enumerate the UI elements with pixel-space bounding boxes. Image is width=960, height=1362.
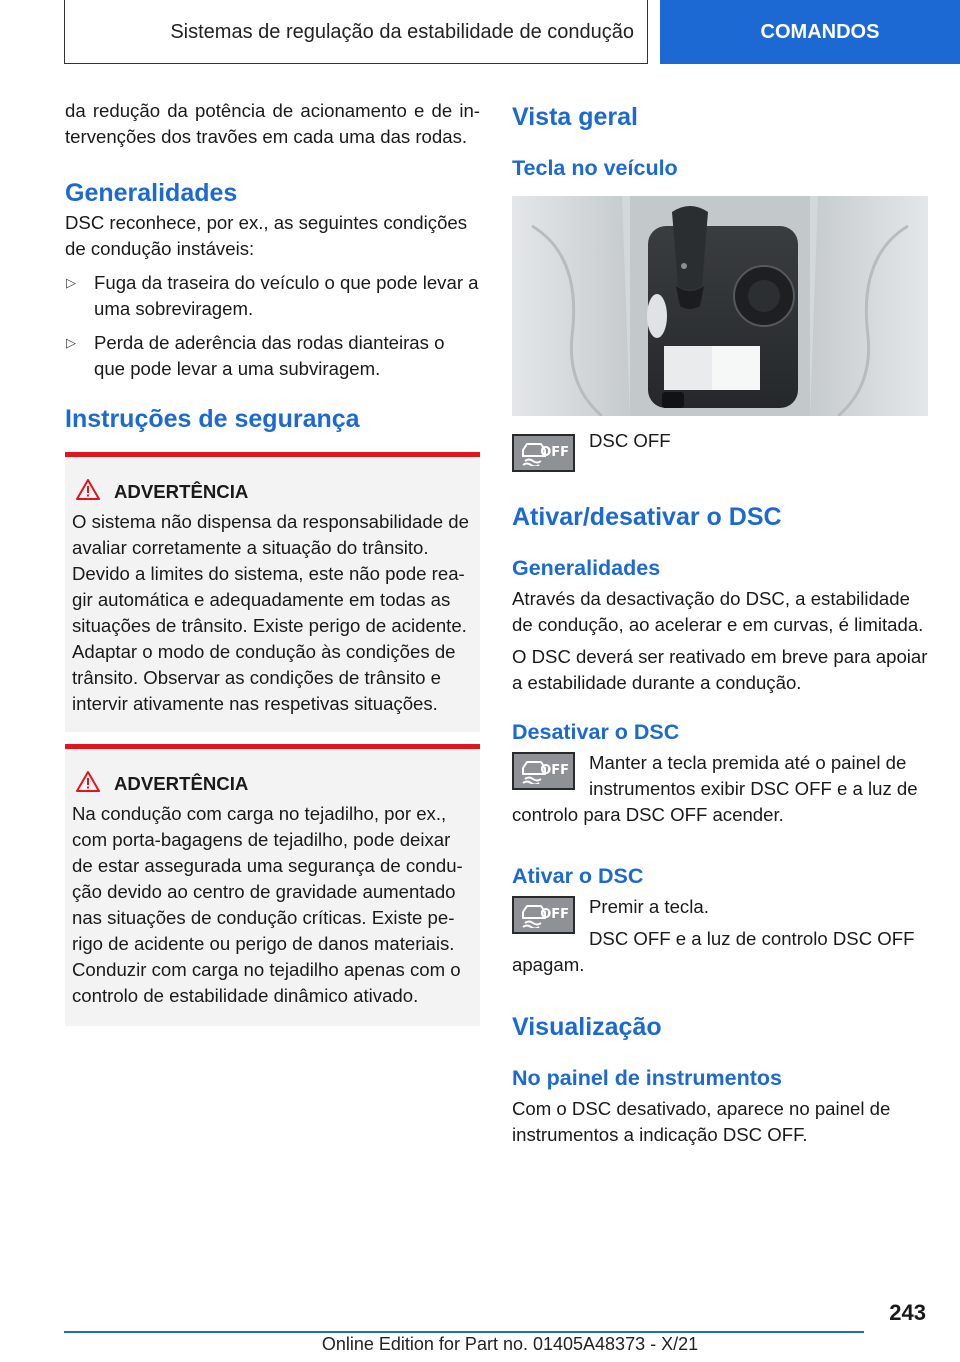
generalidades-subheading: Generalidades (512, 556, 661, 580)
ativar-row (512, 894, 928, 952)
center-console-photo (512, 196, 928, 416)
generalidades-text-2: O DSC deverá ser reativado em breve para apoiar a estabilidade durante a condução. (512, 646, 928, 693)
desativar-text: Manter a tecla premida até o painel de instrumentos exibir DSC OFF e a luz de (589, 752, 918, 799)
footer-rule (64, 1331, 864, 1333)
section-title: Sistemas de regulação da estabilidade de condução (170, 20, 634, 43)
ativar-text-c: apagam. (512, 954, 585, 975)
warning-title: ADVERTÊNCIA (114, 481, 249, 502)
warning-text: O sistema não dispensa da responsabilidade de avaliar corretamente a situação do trânsito. Devido a limites do sistema, este não pode rea-gir automática e adequadamente em todas as situações de trânsito. Existe perigo de acidente. Adaptar o modo de condução às condições de trânsito. Observar as condições de trânsito e intervir ativamente nas respetivas situações. (72, 511, 469, 714)
desativar-text-cont: controlo para DSC OFF acender. (512, 804, 784, 825)
painel-text: Com o DSC desativado, aparece no painel de instrumentos a indicação DSC OFF. (512, 1098, 891, 1145)
icon-off-label: OFF (540, 907, 569, 922)
button-label: DSC OFF (589, 430, 671, 451)
bullet-text: Fuga da traseira do veículo o que pode levar a uma sobreviragem. (94, 272, 479, 319)
icon-off-label: OFF (540, 763, 569, 778)
chapter-tab[interactable]: COMANDOS (660, 0, 960, 64)
center-console-illustration (512, 196, 928, 416)
warning-triangle-icon (76, 771, 100, 797)
triangle-bullet-icon: ▷ (66, 275, 76, 290)
generalidades-text: DSC reconhece, por ex., as seguintes condições de condução instáveis: (65, 212, 468, 259)
page-number: 243 (889, 1300, 926, 1325)
warning-box (65, 744, 480, 1026)
desativar-heading: Desativar o DSC (512, 720, 680, 744)
dsc-off-button-icon (512, 434, 575, 472)
painel-heading: No painel de instrumentos (512, 1066, 782, 1090)
intro-paragraph: da redução da potência de acionamento e de in-tervenções dos travões em cada uma das rodas. (65, 100, 480, 147)
dsc-off-button-icon (512, 896, 575, 934)
list-item (65, 270, 480, 322)
desativar-row (512, 750, 928, 802)
ativar-heading: Ativar o DSC (512, 864, 644, 888)
warning-box (65, 452, 480, 732)
list-item (65, 330, 480, 382)
generalidades-text-1: Através da desactivação do DSC, a estabilidade de condução, ao acelerar e em curvas, é limitada. (512, 588, 924, 635)
ativar-text-block (589, 894, 914, 952)
footer-edition[interactable]: Online Edition for Part no. 01405A48373 - X/21 (321, 1334, 699, 1354)
triangle-bullet-icon: ▷ (66, 335, 76, 350)
ativar-desativar-heading: Ativar/desativar o DSC (512, 503, 782, 531)
right-column (512, 98, 928, 1148)
ativar-text-a: Premir a tecla. (589, 896, 709, 917)
visualizacao-heading: Visualização (512, 1013, 662, 1041)
warning-text: Na condução com carga no tejadilho, por ex., com porta-bagagens de tejadilho, pode deixar de estar assegurada uma segurança de condu-ção devido ao centro de gravidade aumentado nas situações de condução críticas. Existe pe-rigo de acidente ou perigo de danos materiais. Conduzir com carga no tejadilho apenas com o controlo de estabilidade dinâmico ativado. (72, 803, 463, 1006)
warning-triangle-icon (76, 479, 100, 505)
seguranca-heading: Instruções de segurança (65, 405, 360, 433)
ativar-text-b: DSC OFF e a luz de controlo DSC OFF (589, 928, 915, 949)
icon-off-label: OFF (540, 445, 569, 460)
warning-title: ADVERTÊNCIA (114, 773, 249, 794)
dsc-off-button-icon (512, 752, 575, 790)
dsc-off-button-legend (512, 432, 928, 472)
tecla-heading: Tecla no veículo (512, 156, 678, 180)
generalidades-heading: Generalidades (65, 179, 238, 207)
warning-header (72, 479, 473, 505)
warning-header (72, 771, 473, 797)
left-column (65, 98, 480, 1026)
bullet-text: Perda de aderência das rodas dianteiras o que pode levar a uma subviragem. (94, 332, 445, 379)
vista-geral-heading: Vista geral (512, 103, 639, 131)
